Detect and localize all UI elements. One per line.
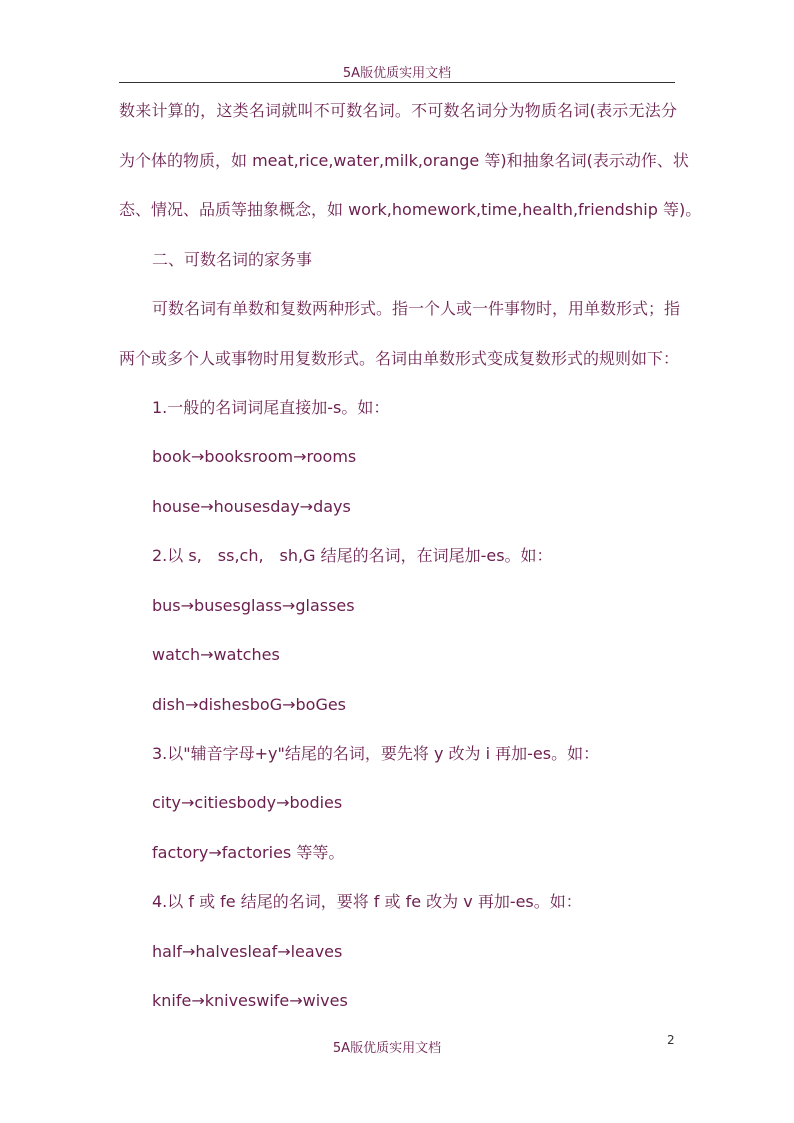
example-line: half→halvesleaf→leaves [152,942,343,961]
paragraph-line: 态、情况、品质等抽象概念，如 work,homework,time,health,friendship 等)。 [119,200,702,219]
example-line: book→booksroom→rooms [152,447,357,466]
rule-item: 3.以"辅音字母+y"结尾的名词，要先将 y 改为 i 再加-es。如： [152,744,600,763]
example-line: city→citiesbody→bodies [152,793,343,812]
example-line: dish→dishesboG→boGes [152,695,347,714]
example-line: bus→busesglass→glasses [152,596,355,615]
example-line: factory→factories 等等。 [152,843,345,862]
header-title: 5A版优质实用文档 [342,66,452,81]
paragraph-line: 两个或多个人或事物时用复数形式。名词由单数形式变成复数形式的规则如下： [119,349,680,368]
paragraph-line: 为个体的物质，如 meat,rice,water,milk,orange 等)和抽象名词(表示动作、状 [119,151,689,170]
page-number: 2 [667,1033,675,1047]
example-line: knife→kniveswife→wives [152,991,348,1010]
footer-title: 5A版优质实用文档 [332,1041,442,1056]
rule-item: 2.以 s, ss,ch, sh,G 结尾的名词，在词尾加-es。如： [152,546,553,565]
paragraph-line: 数来计算的，这类名词就叫不可数名词。不可数名词分为物质名词(表示无法分 [119,101,677,120]
header-divider [119,82,675,83]
example-line: watch→watches [152,645,280,664]
example-line: house→housesday→days [152,497,351,516]
rule-item: 1.一般的名词词尾直接加-s。如： [152,398,390,417]
section-heading: 二、可数名词的家务事 [152,250,313,269]
paragraph-line: 可数名词有单数和复数两种形式。指一个人或一件事物时，用单数形式；指 [152,299,681,318]
rule-item: 4.以 f 或 fe 结尾的名词，要将 f 或 fe 改为 v 再加-es。如： [152,892,582,911]
